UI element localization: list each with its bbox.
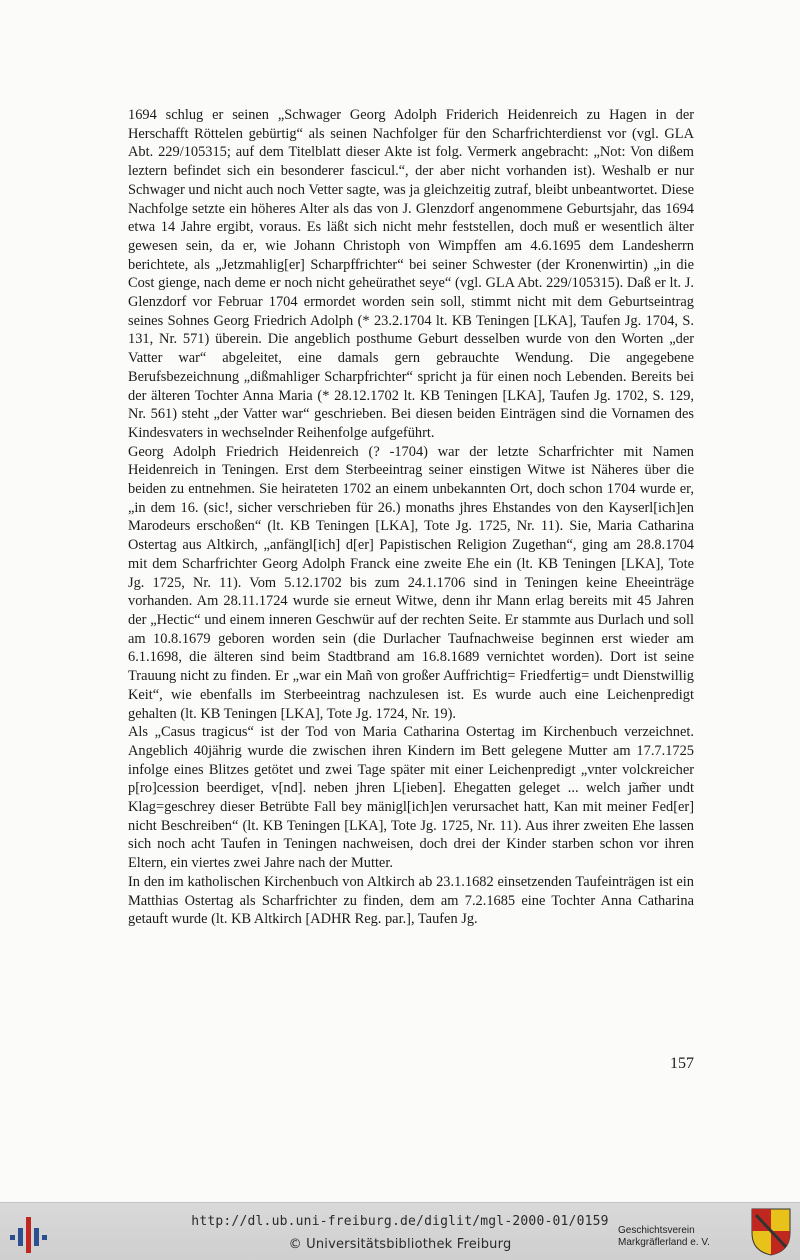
- publisher-name: [618, 1225, 748, 1249]
- publisher-name-line: Markgräflerland e. V.: [618, 1237, 710, 1248]
- library-logo-icon: [8, 1211, 48, 1255]
- coat-of-arms-icon: [750, 1207, 792, 1257]
- paragraph: In den im katholischen Kirchenbuch von Altkirch ab 23.1.1682 einsetzenden Taufeinträgen ist ein Matthias Ostertag als Scharfrichter zu finden, dem am 7.2.1685 eine Tochter Anna Catharina getauft wurde (lt. KB Altkirch [ADHR Reg. par.], Taufen Jg.: [128, 873, 694, 928]
- copyright-text: © Universitätsbibliothek Freiburg: [288, 1237, 512, 1252]
- paragraph: Georg Adolph Friedrich Heidenreich (? -1704) war der letzte Scharfrichter mit Namen Heidenreich in Teningen. Erst dem Sterbeeintrag seiner einstigen Witwe ist Näheres über die beiden zu entnehmen. Sie heirateten 1702 an einem unbekannten Ort, doch schon 1704 wurde er, „in dem 16. (sic!, sicher verschrieben für 26.) monaths jhres Ehstandes von den Kayserl[ich]en Marodeurs erschoßen“ (lt. KB Teningen [LKA], Tote Jg. 1725, Nr. 11). Sie, Maria Catharina Ostertag aus Altkirch, „anfängl[ich] d[er] Papistischen Religion Zugethan“, ging am 28.8.1704 mit dem Scharfrichter Georg Adolph Franck eine zweite Ehe ein (lt. KB Teningen [LKA], Tote Jg. 1725, Nr. 11). Vom 5.12.1702 bis zum 24.1.1706 sind in Teningen keine Eheeinträge vorhanden. Am 28.11.1724 wurde sie erneut Witwe, denn ihr Mann erlag bereits mit 45 Jahren der „Hectic“ und einem inneren Geschwür auf der rechten Seite. Er stammte aus Durlach und soll am 10.8.1679 geboren worden sein (die Durlacher Taufnachweise beginnen erst wieder am 6.1.1698, die älteren sind beim Stadtbrand am 16.8.1689 vernichtet worden). Dort ist seine Trauung nicht zu finden. Er „war ein Mañ von großer Auffrichtig= Friedfertig= undt Dienstwillig Keit“, wie ebenfalls im Sterbeeintrag nachzulesen ist. Es wurde auch eine Leichenpredigt gehalten (lt. KB Teningen [LKA], Tote Jg. 1724, Nr. 19).: [128, 443, 694, 722]
- page-number: 157: [670, 1055, 694, 1072]
- paragraph: Als „Casus tragicus“ ist der Tod von Maria Catharina Ostertag im Kirchenbuch verzeichnet. Angeblich 40jährig wurde die zwischen ihren Kindern im Bett gelegene Mutter am 17.7.1725 infolge eines Blitzes getötet und zwei Tage später mit einer Leichenpredigt „vnter volckreicher p[ro]cession beerdiget, v[nd]. neben jhren L[ieben]. Ehegatten geleget ... welch jam̃er undt Klag=geschrey dieser Betrübte Fall bey mänigl[ich]en verursachet hatt, Kan mit meiner Fed[er] nicht Beschreiben“ (lt. KB Teningen [LKA], Tote Jg. 1725, Nr. 11). Aus ihrer zweiten Ehe lassen sich noch acht Taufen in Teningen nachweisen, doch drei der Kinder starben schon vor ihren Eltern, ein viertes zwei Jahre nach der Mutter.: [128, 724, 694, 872]
- footer-bar: [0, 1202, 800, 1260]
- source-url-link[interactable]: http://dl.ub.uni-freiburg.de/diglit/mgl-2000-01/0159: [191, 1214, 609, 1229]
- publisher-name-line: Geschichtsverein: [618, 1225, 695, 1236]
- paragraph: 1694 schlug er seinen „Schwager Georg Adolph Friderich Heidenreich zu Hagen in der Herschafft Röttelen gebürtig“ als seinen Nachfolger für den Scharfrichterdienst vor (vgl. GLA Abt. 229/105315; auf dem Titelblatt dieser Akte ist folg. Vermerk angebracht: „Not: Von dißem leztern befindet sich ein besonderer fascicul.“, der aber nicht vorhanden ist). Weshalb er nur Schwager und nicht auch noch Vetter sagte, was ja gleichzeitig zutraf, bleibt unbeantwortet. Diese Nachfolge setzte ein höheres Alter als das von J. Glenzdorf angenommene Geburtsjahr, das 1694 etwa 14 Jahre ergibt, voraus. Es läßt sich nicht mehr feststellen, doch muß er wesentlich älter gewesen sein, da er, wie Johann Christoph von Wimpffen am 4.6.1695 dem Landesherrn berichtete, als „Jetzmahlig[er] Scharpffrichter“ bei seiner Schwester (der Kronenwirtin) „in die Cost gienge, nach deme er noch nicht geheürathet seye“ (vgl. GLA Abt. 229/105315). Daß er lt. J. Glenzdorf vor Februar 1704 ermordet worden sein soll, stimmt nicht mit dem Geburtseintrag seines Sohnes Georg Friedrich Adolph (* 23.2.1704 lt. KB Teningen [LKA], Taufen Jg. 1704, S. 131, Nr. 571) überein. Die angeblich posthume Geburt desselben wurde von den Worten „der Vatter war“ abgeleitet, eine damals gern gebrauchte Wendung. Die angegebene Berufsbezeichnung „dißmahliger Scharpfrichter“ spricht ja für einen noch Lebenden. Bereits bei der älteren Tochter Anna Maria (* 28.12.1702 lt. KB Teningen [LKA], Taufen Jg. 1702, S. 129, Nr. 561) steht „der Vatter war“ geschrieben. Bei diesen beiden Einträgen sind die Vornamen des Kindesvaters in wechselnder Reihenfolge aufgeführt.: [128, 107, 694, 441]
- body-text: [128, 106, 694, 929]
